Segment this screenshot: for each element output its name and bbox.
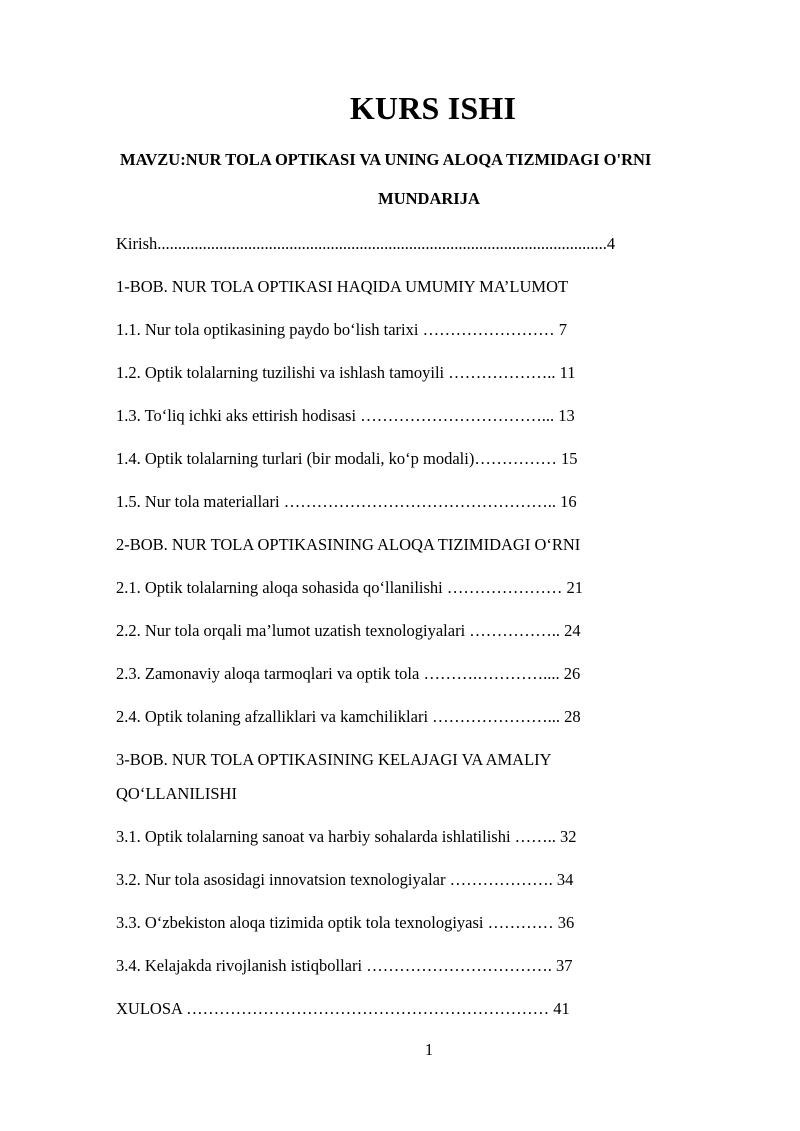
toc-entry-introduction: Kirish.............................................................................................................4 bbox=[116, 234, 616, 253]
toc-entry-2-3: 2.3. Zamonaviy aloqa tarmoqlari va optik tola ……….………….... 26 bbox=[116, 664, 581, 683]
toc-entry-1-3: 1.3. To‘liq ichki aks ettirish hodisasi ……………………………... 13 bbox=[116, 406, 575, 425]
toc-entry-1-4: 1.4. Optik tolalarning turlari (bir modali, ko‘p modali)…………… 15 bbox=[116, 449, 578, 468]
toc-entry-2-4: 2.4. Optik tolaning afzalliklari va kamchiliklari …………………... 28 bbox=[116, 707, 581, 726]
toc-entry-1-5: 1.5. Nur tola materiallari ………………………………………….. 16 bbox=[116, 492, 577, 511]
toc-entry-conclusion: XULOSA ………………………………………………………… 41 bbox=[116, 999, 570, 1018]
table-of-contents bbox=[116, 232, 716, 1040]
toc-chapter-1: 1-BOB. NUR TOLA OPTIKASI HAQIDA UMUMIY MA’LUMOT bbox=[116, 277, 569, 296]
topic-heading: MAVZU:NUR TOLA OPTIKASI VA UNING ALOQA TIZMIDAGI O'RNI bbox=[120, 150, 652, 169]
toc-chapter-3-continued: QO‘LLANILISHI bbox=[116, 784, 237, 803]
page-number: 1 bbox=[424, 1040, 434, 1059]
toc-entry-2-2: 2.2. Nur tola orqali ma’lumot uzatish texnologiyalari …………….. 24 bbox=[116, 621, 581, 640]
contents-heading: MUNDARIJA bbox=[378, 189, 480, 208]
toc-entry-1-1: 1.1. Nur tola optikasining paydo bo‘lish tarixi …………………… 7 bbox=[116, 320, 567, 339]
toc-entry-3-2: 3.2. Nur tola asosidagi innovatsion texnologiyalar ………………. 34 bbox=[116, 870, 574, 889]
toc-chapter-3: 3-BOB. NUR TOLA OPTIKASINING KELAJAGI VA AMALIY bbox=[116, 750, 552, 769]
toc-entry-3-4: 3.4. Kelajakda rivojlanish istiqbollari ……………………………. 37 bbox=[116, 956, 573, 975]
toc-entry-2-1: 2.1. Optik tolalarning aloqa sohasida qo‘llanilishi ………………… 21 bbox=[116, 578, 583, 597]
document-title: KURS ISHI bbox=[349, 90, 517, 126]
toc-chapter-2: 2-BOB. NUR TOLA OPTIKASINING ALOQA TIZIMIDAGI O‘RNI bbox=[116, 535, 581, 554]
toc-entry-3-3: 3.3. O‘zbekiston aloqa tizimida optik tola texnologiyasi ………… 36 bbox=[116, 913, 575, 932]
toc-entry-3-1: 3.1. Optik tolalarning sanoat va harbiy sohalarda ishlatilishi …….. 32 bbox=[116, 827, 577, 846]
toc-entry-1-2: 1.2. Optik tolalarning tuzilishi va ishlash tamoyili ……………….. 11 bbox=[116, 363, 576, 382]
